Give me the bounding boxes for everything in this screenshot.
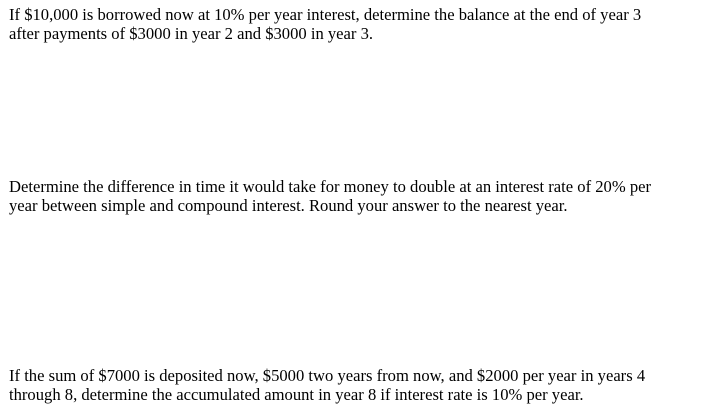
question-2 — [9, 177, 701, 215]
question-1 — [9, 5, 701, 43]
question-1-line-1: If $10,000 is borrowed now at 10% per year interest, determine the balance at the end of year 3 — [9, 5, 642, 24]
question-1-line-2: after payments of $3000 in year 2 and $3000 in year 3. — [9, 24, 374, 43]
question-2-line-1: Determine the difference in time it would take for money to double at an interest rate of 20% per — [9, 177, 652, 196]
question-3 — [9, 366, 701, 404]
question-3-line-2: through 8, determine the accumulated amount in year 8 if interest rate is 10% per year. — [9, 385, 584, 404]
question-2-line-2: year between simple and compound interest. Round your answer to the nearest year. — [9, 196, 568, 215]
question-3-line-1: If the sum of $7000 is deposited now, $5000 two years from now, and $2000 per year in years 4 — [9, 366, 646, 385]
